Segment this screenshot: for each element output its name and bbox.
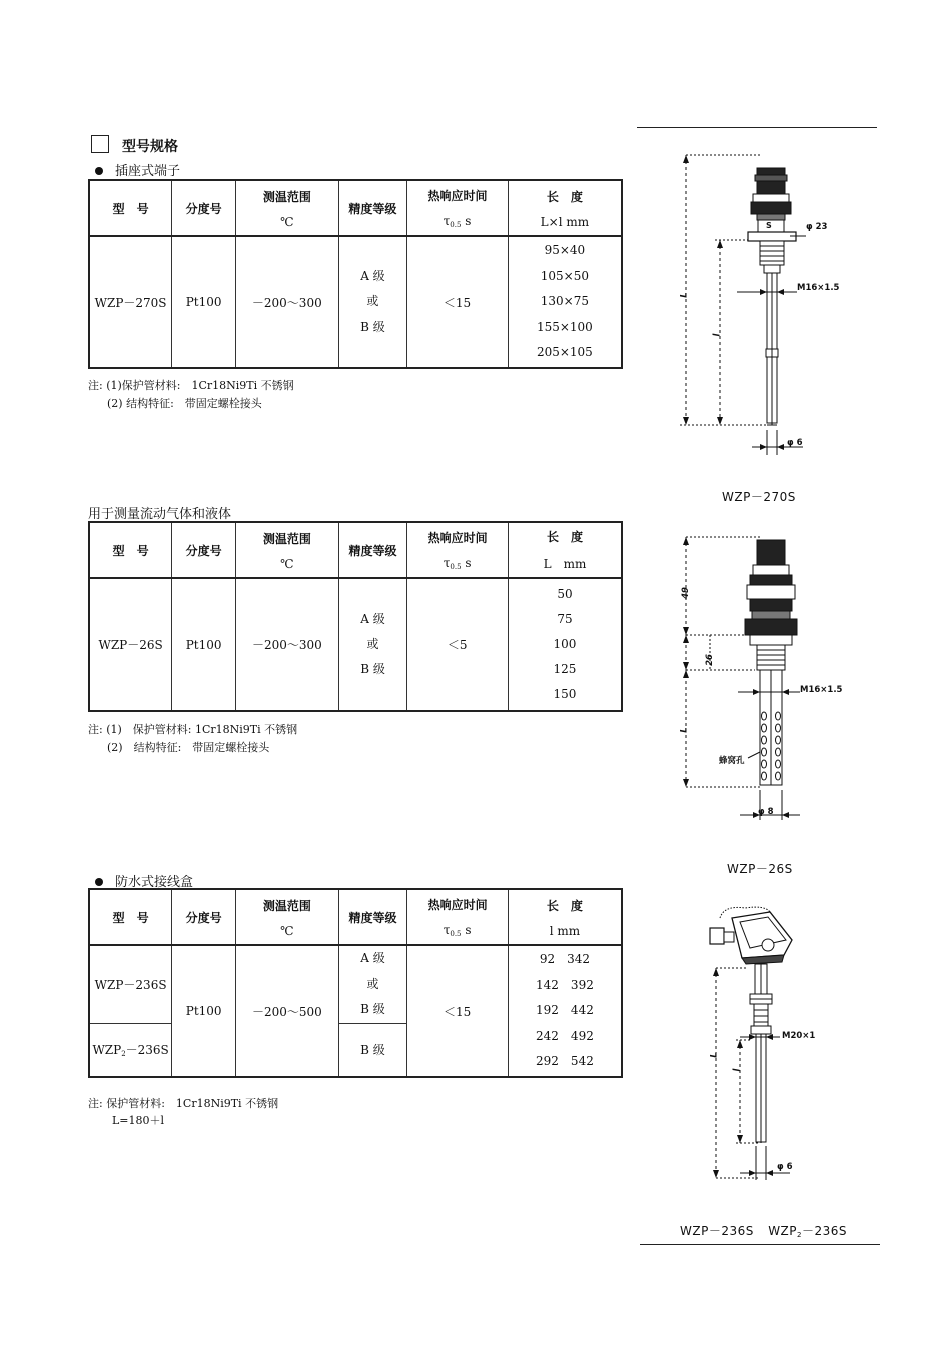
fig2-L-label: L [679,727,690,733]
accuracy-a: A 级 [360,951,385,965]
header-model: 型 号 [89,889,172,945]
header-response-sub: 0.5 [450,563,462,571]
length-value: 150 [553,687,577,701]
length-value: 292 542 [536,1054,594,1069]
bottom-rule [640,1244,880,1245]
cell-grad: Pt100 [172,236,236,368]
fig1-thread-label: M16×1.5 [797,283,840,293]
header-length-unit: L×l mm [540,214,590,229]
accuracy-b: B 级 [360,319,385,334]
fig2-thread-label: M16×1.5 [800,685,843,695]
header-response-label: 热响应时间 [427,189,488,203]
fig3-caption [680,1222,847,1239]
header-response-tau: τ [443,214,451,228]
header-length-label: 长 度 [546,530,583,544]
length-value: 142 392 [536,977,594,992]
section-1-note-1: 注: (1)保护管材料: 1Cr18Ni9Ti 不锈钢 [88,379,294,392]
header-range-unit: ℃ [280,556,294,571]
fig3-thread-label: M20×1 [782,1031,816,1041]
length-value: 92 342 [539,952,591,967]
fig3-caption-b [768,1224,847,1238]
accuracy-or: 或 [366,637,379,651]
header-grad: 分度号 [172,522,236,578]
header-response-s: s [461,923,472,937]
header-accuracy: 精度等级 [338,522,407,578]
fig3-diameter-6: φ 6 [777,1162,793,1172]
header-response-sub: 0.5 [450,930,462,938]
fig2-caption: WZP－26S [727,862,793,876]
cell-range: －200～300 [236,578,339,711]
section-1-note-2: (2) 结构特征: 带固定螺栓接头 [107,397,262,410]
length-value: 105×50 [540,268,589,283]
header-length-unit: l mm [549,923,581,938]
fig1-caption: WZP－270S [722,490,796,504]
header-response-tau: τ [443,556,451,570]
header-range-label: 测温范围 [262,531,311,546]
fig1-diameter-23: φ 23 [806,222,828,232]
header-grad: 分度号 [172,180,236,236]
header-length-label: 长 度 [546,898,583,913]
cell-model: WZP－270S [89,236,172,368]
cell-range: －200～300 [236,236,339,368]
cell-accuracy-2: B 级 [338,1023,407,1077]
length-value: 100 [553,637,577,651]
section-2-title: 用于测量流动气体和液体 [88,507,232,522]
fig3-L-label: L [709,1052,720,1058]
length-value: 205×105 [536,345,593,360]
length-value: 242 492 [536,1028,594,1043]
length-value: 130×75 [540,294,589,309]
header-grad: 分度号 [172,889,236,945]
length-value: 95×40 [544,243,586,258]
cell-response: ＜15 [407,945,509,1077]
fig1-hex-label: S [766,221,772,230]
accuracy-b: B 级 [360,1002,385,1016]
length-value: 155×100 [536,319,593,334]
cell-response: ＜5 [407,578,509,711]
header-range-unit: ℃ [280,214,294,229]
header-accuracy: 精度等级 [338,180,407,236]
header-response-s: s [461,214,472,228]
section-1-title-text: 插座式端子 [115,164,181,179]
model-prefix: WZP [92,1043,122,1058]
accuracy-b: B 级 [360,662,385,676]
model-suffix: －236S [125,1043,169,1058]
length-value: 50 [557,587,573,601]
header-range-label: 测温范围 [262,189,311,204]
cell-grad: Pt100 [172,578,236,711]
header-model: 型 号 [89,522,172,578]
fig2-holes-label: 蜂窝孔 [719,756,745,766]
fig2-diameter-8: φ 8 [758,807,774,817]
section-2-note-2: (2) 结构特征: 带固定螺栓接头 [107,741,270,754]
caption-b-prefix: WZP [768,1224,798,1238]
section-3-note-1: 注: 保护管材料: 1Cr18Ni9Ti 不锈钢 [88,1097,279,1110]
header-response-label: 热响应时间 [427,898,488,912]
cell-response: ＜15 [407,236,509,368]
header-accuracy: 精度等级 [338,889,407,945]
fig2-height-26: 26 [704,654,715,666]
section-3-title-text: 防水式接线盒 [115,875,194,890]
header-response-sub: 0.5 [450,221,462,229]
accuracy-or: 或 [366,294,379,309]
header-length-label: 长 度 [546,189,583,204]
fig3-l-label: l [732,1068,743,1072]
page-title: 型号规格 [122,139,178,155]
header-response-s: s [461,556,472,570]
fig1-l-label: l [712,333,723,337]
cell-grad: Pt100 [172,945,236,1077]
header-length-unit: L mm [543,557,587,571]
caption-b-suffix: －236S [801,1224,848,1238]
header-response-label: 热响应时间 [427,531,488,545]
accuracy-a: A 级 [360,612,385,626]
accuracy-a: A 级 [360,268,385,283]
section-3-note-2: L=180＋l [112,1114,165,1127]
cell-model: WZP－236S [89,945,172,1023]
fig1-diameter-6: φ 6 [787,438,803,448]
cell-model: WZP－26S [89,578,172,711]
fig2-height-49: 49 [680,587,691,599]
length-value: 125 [553,662,577,676]
accuracy-or: 或 [366,976,379,991]
fig3-caption-a: WZP－236S [680,1224,754,1238]
length-value: 75 [557,612,573,626]
cell-range: －200～500 [236,945,339,1077]
fig1-L-label: L [679,292,690,298]
caption-b-sub: 2 [797,1231,802,1239]
length-value: 192 442 [536,1003,594,1018]
header-model: 型 号 [89,180,172,236]
header-range-unit: ℃ [280,923,294,938]
header-range-label: 测温范围 [262,898,311,913]
model-sub: 2 [121,1050,126,1059]
header-response-tau: τ [443,923,451,937]
section-2-note-1: 注: (1) 保护管材料: 1Cr18Ni9Ti 不锈钢 [88,723,298,736]
